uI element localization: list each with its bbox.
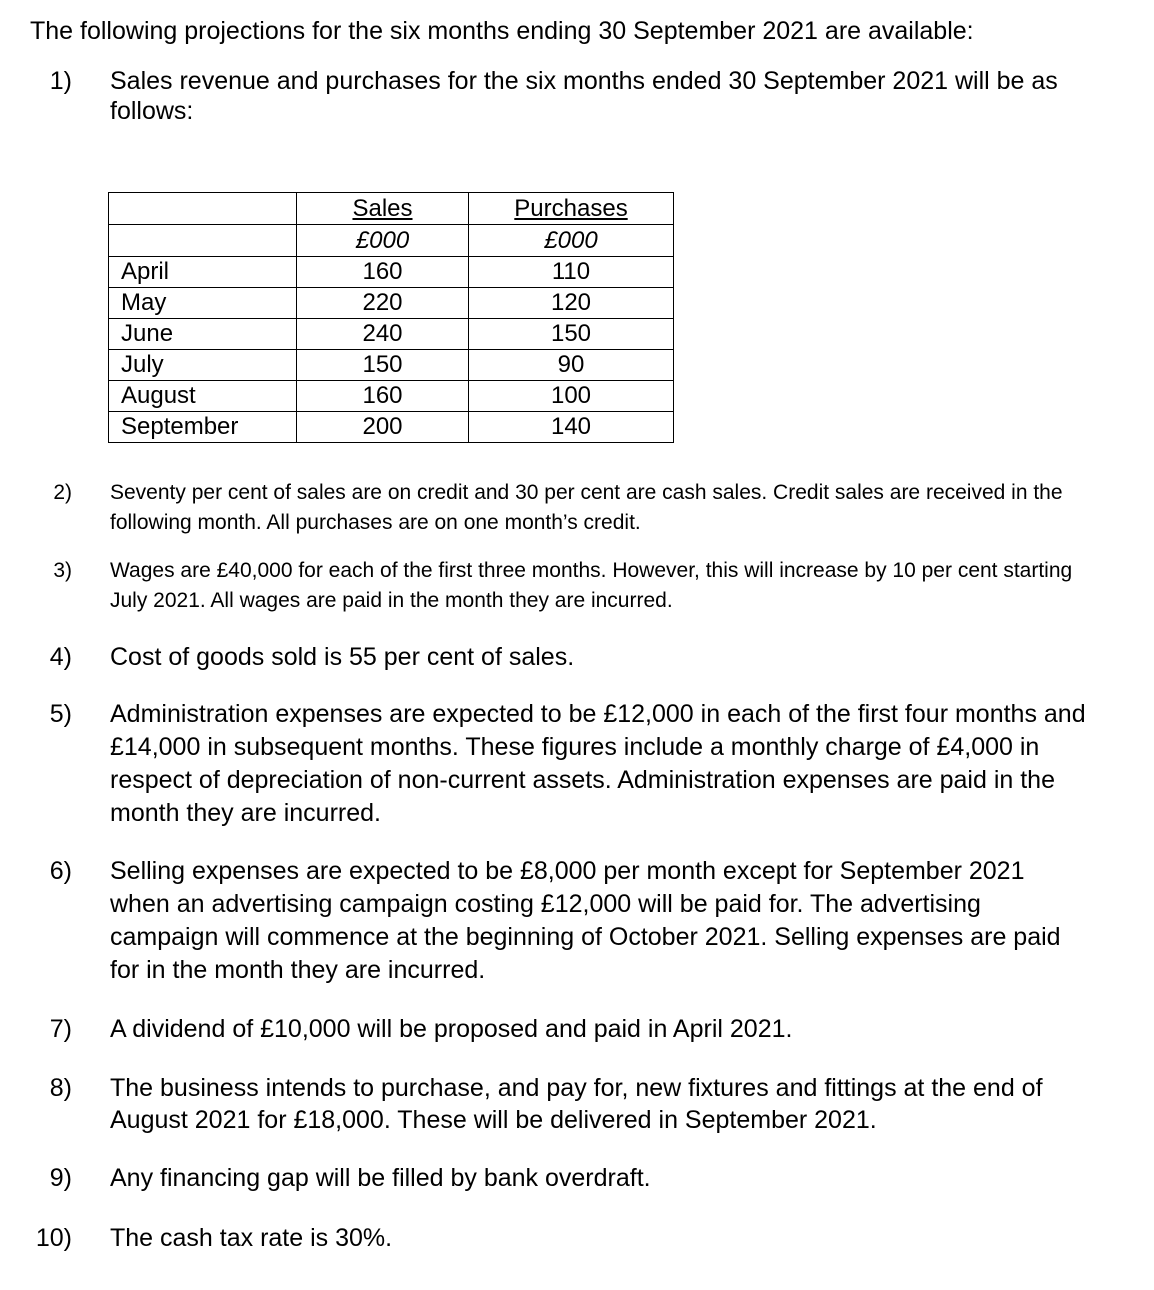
- item-text: Wages are £40,000 for each of the first three months. However, this will increase by 10 per cent starting July 2021. All wages are paid in the month they are incurred.: [110, 559, 1073, 612]
- table-unit-row: [109, 225, 674, 257]
- purchases-cell: 120: [469, 288, 674, 319]
- table-row: [109, 319, 674, 350]
- item-number: 1): [49, 67, 72, 95]
- header-sales: Sales: [297, 193, 469, 225]
- table-row: [109, 257, 674, 288]
- item-number: 10): [35, 1224, 72, 1252]
- sales-cell: 160: [297, 381, 469, 412]
- month-cell: April: [109, 257, 297, 288]
- table-row: [109, 412, 674, 443]
- item-number: 3): [53, 559, 72, 582]
- purchases-cell: 100: [469, 381, 674, 412]
- purchases-cell: 140: [469, 412, 674, 443]
- unit-purchases: £000: [469, 225, 674, 257]
- item-number: 8): [49, 1074, 72, 1102]
- item-number: 9): [49, 1164, 72, 1192]
- item-text: Administration expenses are expected to be £12,000 in each of the first four months and £14,000 in subsequent months. These figures include a monthly charge of £4,000 in respect of depreciation of non-current assets. Administration expenses are paid in the month they are incurred.: [110, 700, 1086, 827]
- header-blank-cell: [109, 193, 297, 225]
- item-text: A dividend of £10,000 will be proposed and paid in April 2021.: [110, 1015, 793, 1043]
- purchases-cell: 150: [469, 319, 674, 350]
- month-cell: July: [109, 350, 297, 381]
- month-cell: September: [109, 412, 297, 443]
- item-text: The cash tax rate is 30%.: [110, 1224, 393, 1252]
- month-cell: June: [109, 319, 297, 350]
- sales-cell: 240: [297, 319, 469, 350]
- item-number: 2): [53, 481, 72, 504]
- item-text: The business intends to purchase, and pay for, new fixtures and fittings at the end of August 2021 for £18,000. These will be delivered in September 2021.: [110, 1074, 1043, 1134]
- item-number: 7): [49, 1015, 72, 1043]
- item-number: 6): [49, 857, 72, 885]
- purchases-cell: 90: [469, 350, 674, 381]
- table-row: [109, 350, 674, 381]
- sales-cell: 150: [297, 350, 469, 381]
- unit-blank-cell: [109, 225, 297, 257]
- item-text: Any financing gap will be filled by bank overdraft.: [110, 1164, 651, 1192]
- sales-cell: 160: [297, 257, 469, 288]
- item-number: 5): [49, 700, 72, 728]
- item-number: 4): [49, 643, 72, 671]
- table-header-row: [109, 193, 674, 225]
- sales-cell: 220: [297, 288, 469, 319]
- month-cell: May: [109, 288, 297, 319]
- header-purchases: Purchases: [469, 193, 674, 225]
- sales-purchases-table: [108, 192, 674, 443]
- table-row: [109, 288, 674, 319]
- intro-text: The following projections for the six months ending 30 September 2021 are available:: [30, 17, 974, 45]
- item-text: Seventy per cent of sales are on credit and 30 per cent are cash sales. Credit sales are received in the following month. All purchases are on one month’s credit.: [110, 481, 1063, 534]
- purchases-cell: 110: [469, 257, 674, 288]
- item-text: Selling expenses are expected to be £8,000 per month except for September 2021 when an advertising campaign costing £12,000 will be paid for. The advertising campaign will commence at the beginning of October 2021. Selling expenses are paid for in the month they are incurred.: [110, 857, 1061, 984]
- sales-cell: 200: [297, 412, 469, 443]
- month-cell: August: [109, 381, 297, 412]
- unit-sales: £000: [297, 225, 469, 257]
- item-text: Sales revenue and purchases for the six months ended 30 September 2021 will be as follows:: [110, 67, 1058, 125]
- item-text: Cost of goods sold is 55 per cent of sales.: [110, 643, 575, 671]
- table-row: [109, 381, 674, 412]
